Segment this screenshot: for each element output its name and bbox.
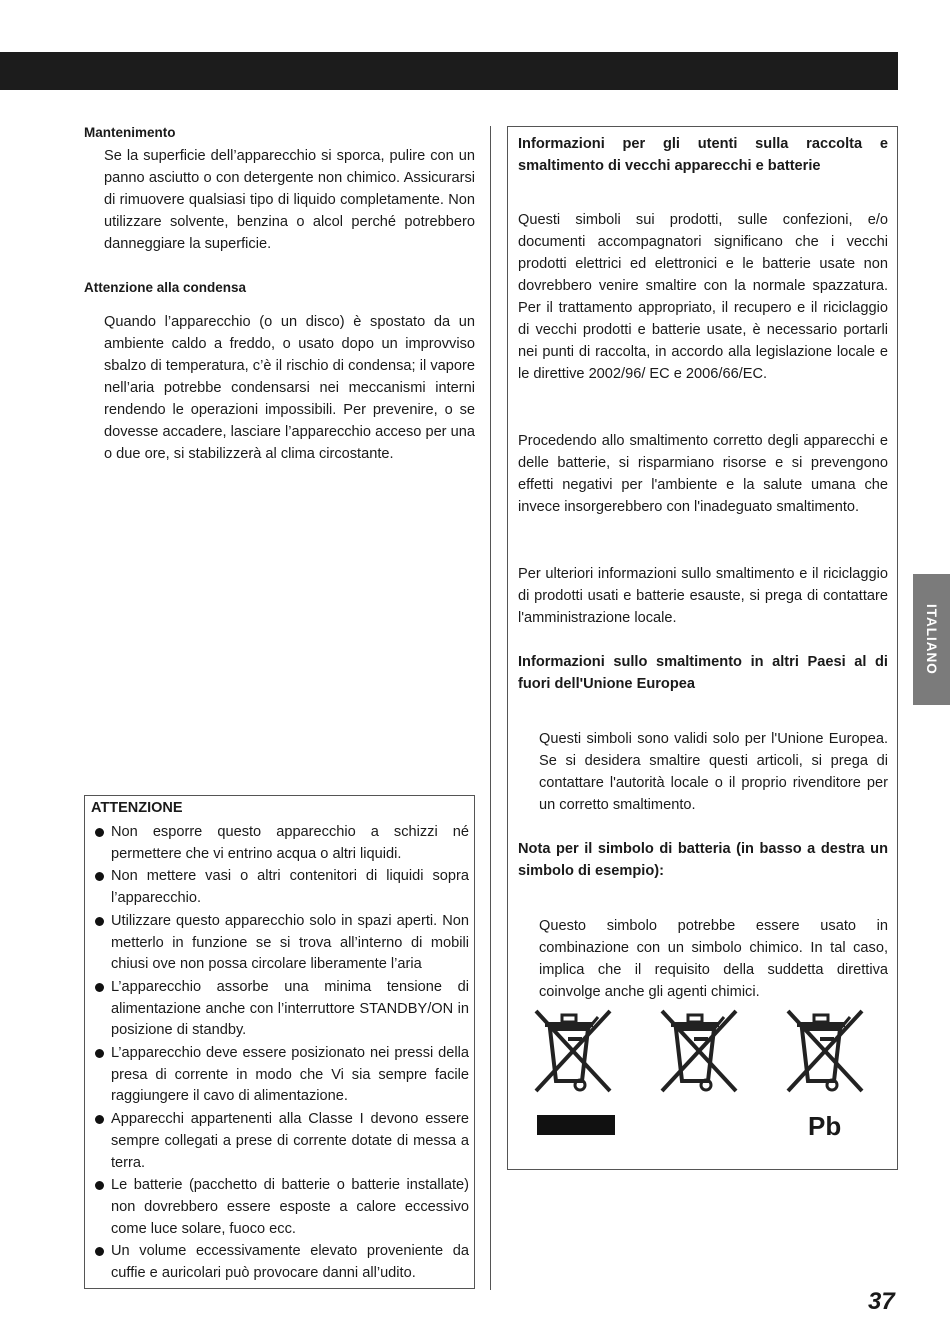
bullet-icon <box>95 917 104 926</box>
condensation-heading: Attenzione alla condensa <box>84 280 247 295</box>
disposal-heading: Informazioni per gli utenti sulla raccolta e smaltimento di vecchi apparecchi e batterie <box>518 136 888 174</box>
attention-list <box>93 822 469 1286</box>
bullet-icon <box>95 828 104 837</box>
attention-box <box>84 795 475 1289</box>
disposal-info-box <box>507 126 898 1170</box>
bullet-icon <box>95 983 104 992</box>
column-divider <box>490 126 491 1290</box>
disposal-paragraph-1: Questi simboli sui prodotti, sulle confezioni, e/o documenti accompagnatori significano che i vecchi prodotti elettrici ed elettronici e le batterie usate non dovrebbero venire smaltire con la normale spazzatura. Per il trattamento appropriato, il recupero e il riciclaggio di vecchi prodotti e batterie usate, è necessario portarli nei punti di raccolta, in accordo alla legislazione locale e le direttive 2002/96/ EC e 2006/66/EC. <box>518 212 888 382</box>
lead-chemical-symbol: Pb <box>808 1111 842 1141</box>
bullet-icon <box>95 1181 104 1190</box>
language-tab <box>913 574 950 705</box>
non-eu-paragraph: Questi simboli sono validi solo per l'Unione Europea. Se si desidera smaltire questi articoli, si prega di contattare l'autorità locale o il proprio rivenditore per un corretto smaltimento. <box>539 731 888 813</box>
list-item: Apparecchi appartenenti alla Classe I devono essere sempre collegati a prese di corrente dotate di messa a terra. <box>93 1109 469 1174</box>
disposal-paragraph-2: Procedendo allo smaltimento corretto degli apparecchi e delle batterie, si risparmiano risorse e si prevengono effetti negativi per l'ambiente e la salute umana che invece insorgerebbero con l'inadeguato smaltimento. <box>518 433 888 515</box>
attention-title: ATTENZIONE <box>91 800 183 816</box>
bullet-icon <box>95 1049 104 1058</box>
crossed-bin-icon <box>788 1011 862 1091</box>
condensation-text: Quando l’apparecchio (o un disco) è spostato da un ambiente caldo a freddo, o usato dopo un improvviso sbalzo di temperatura, c’è il rischio di condensa; il vapore nell’aria potrebbe condensarsi nei meccanismi interni rendendo le operazioni impossibili. Per prevenire, o se dovesse accadere, lasciare l’apparecchio acceso per una o due ore, si stabilizzerà al clima circostante. <box>104 314 475 462</box>
list-item: Un volume eccessivamente elevato proveniente da cuffie e auricolari può provocare danni all’udito. <box>93 1241 469 1284</box>
disposal-paragraph-3: Per ulteriori informazioni sullo smaltimento e il riciclaggio di prodotti usati e batterie esauste, si prega di contattare l'amministrazione locale. <box>518 566 888 626</box>
battery-note-heading: Nota per il simbolo di batteria (in basso a destra un simbolo di esempio): <box>518 841 888 879</box>
bullet-icon <box>95 1247 104 1256</box>
bullet-icon <box>95 1115 104 1124</box>
page-number: 37 <box>868 1288 895 1315</box>
crossed-bin-icon <box>536 1011 610 1091</box>
collection-bar <box>537 1115 615 1135</box>
list-item: Non mettere vasi o altri contenitori di liquidi sopra l’apparecchio. <box>93 866 469 909</box>
crossed-bin-icon <box>662 1011 736 1091</box>
list-item: Utilizzare questo apparecchio solo in spazi aperti. Non metterlo in funzione se si trova all’interno di mobili chiusi ove non possa circolare liberamente l’aria <box>93 911 469 976</box>
language-tab-label: ITALIANO <box>924 604 939 675</box>
list-item: L’apparecchio assorbe una minima tensione di alimentazione anche con l’interruttore STANDBY/ON in posizione di standby. <box>93 977 469 1042</box>
list-item: Le batterie (pacchetto di batterie o batterie installate) non dovrebbero essere esposte a calore eccessivo come luce solare, fuoco ecc. <box>93 1175 469 1240</box>
bullet-icon <box>95 872 104 881</box>
battery-note-paragraph: Questo simbolo potrebbe essere usato in combinazione con un simbolo chimico. In tal caso, implica che il requisito della suddetta direttiva coinvolge anche gli agenti chimici. <box>539 918 888 1000</box>
list-item: Non esporre questo apparecchio a schizzi né permettere che vi entrino acqua o altri liquidi. <box>93 822 469 865</box>
header-bar <box>0 52 898 90</box>
maintenance-text: Se la superficie dell’apparecchio si sporca, pulire con un panno asciutto o con detergente non chimico. Assicurarsi di rimuovere qualsiasi tipo di liquido completamente. Non utilizzare solvente, benzina o alcol perché potrebbero danneggiare la superficie. <box>104 148 475 252</box>
maintenance-heading: Mantenimento <box>84 125 176 140</box>
non-eu-heading: Informazioni sullo smaltimento in altri Paesi al di fuori dell'Unione Europea <box>518 654 888 692</box>
list-item: L’apparecchio deve essere posizionato nei pressi della presa di corrente in modo che Vi sia sempre facile raggiungere il cavo di alimentazione. <box>93 1043 469 1108</box>
